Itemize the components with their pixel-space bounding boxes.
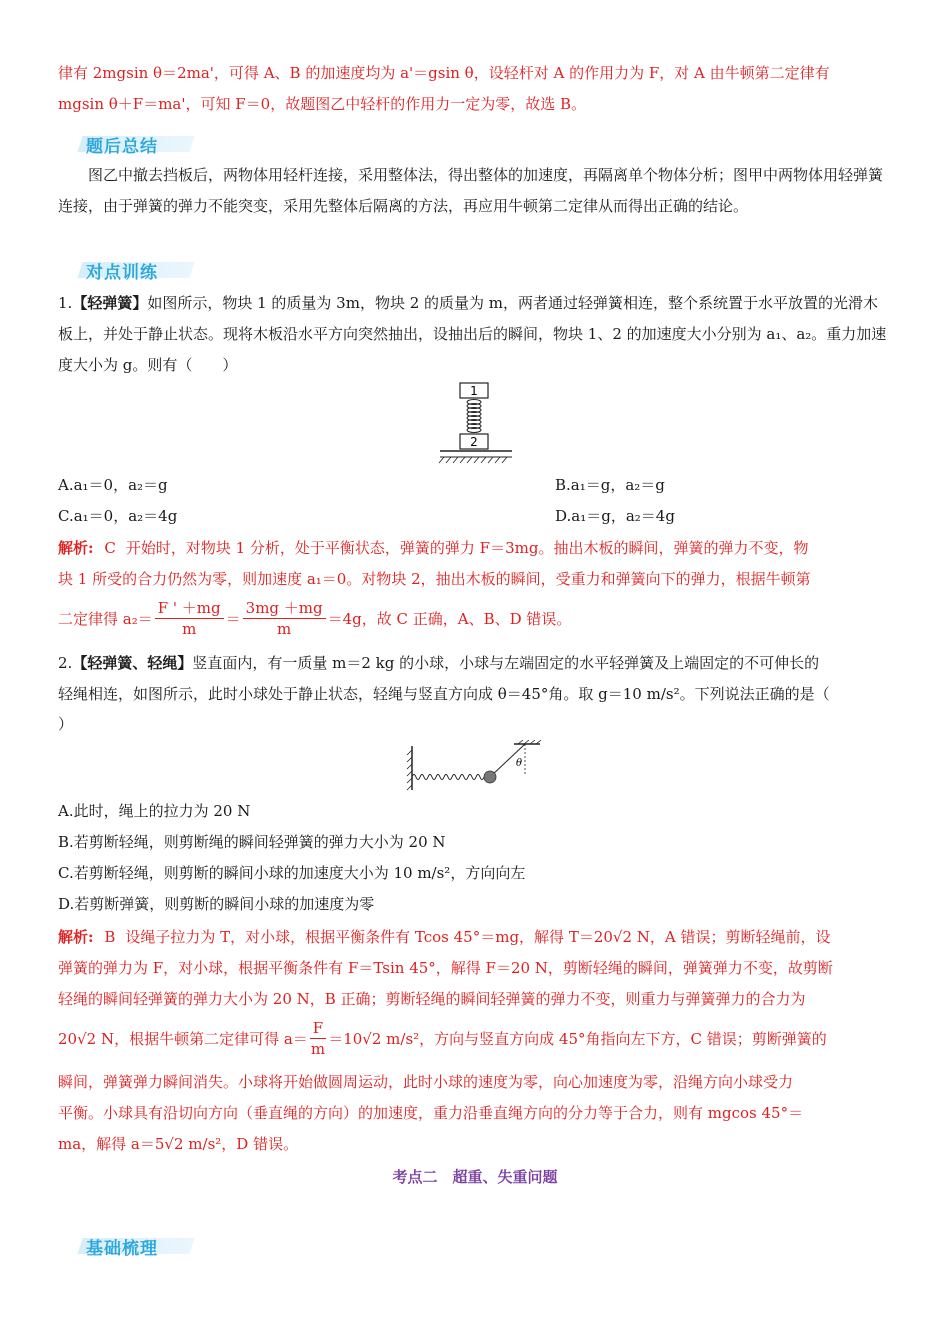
question-text: 如图所示，物块 1 的质量为 3m，物块 2 的质量为 m，两者通过轻弹簧相连，整个系统置于水平放置的光滑木板上，并处于静止状态。现将木板沿水平方向突然抽出，设抽出后的瞬间，物块 1、2 的加速度大小分别为 a₁、a₂。重力加速度大小为 g。则有（ ）: [58, 294, 887, 374]
q1-analysis-line-3: 二定律得 a₂＝ $\frac{F ' +mg}{m}$ ＝ $\frac{3mg +mg}{m}$ ＝4g，故 C 正确，A、B、D 错误。: [58, 598, 572, 638]
fraction-denominator: m: [310, 1039, 326, 1058]
section-header-practice: [80, 258, 192, 282]
spring: [412, 775, 494, 780]
q1-analysis-line-2: 块 1 所受的合力仍然为零，则加速度 a₁＝0。对物块 2，抽出木板的瞬间，受重力和弹簧向下的弹力，根据牛顿第: [58, 570, 811, 588]
summary-paragraph: 图乙中撤去挡板后，两物体用轻杆连接，采用整体法，得出整体的加速度，再隔离单个物体分析；图甲中两物体用轻弹簧连接，由于弹簧的弹力不能突变，采用先整体后隔离的方法，再应用牛顿第二定律从而得出正确的结论。: [58, 166, 884, 215]
question-text: 竖直面内，有一质量 m＝2 kg 的小球，小球与左端固定的水平轻弹簧及上端固定的不可伸长的: [192, 654, 820, 672]
fraction-numerator: F: [310, 1018, 326, 1039]
q2-analysis-line-7: ma，解得 a＝5√2 m/s²，D 错误。: [58, 1135, 299, 1153]
question-2-stem-line-2: 轻绳相连，如图所示，此时小球处于静止状态，轻绳与竖直方向成 θ＝45°角。取 g＝10 m/s²。下列说法正确的是（: [58, 685, 830, 703]
q2-analysis-line-5: 瞬间，弹簧弹力瞬间消失。小球将开始做圆周运动，此时小球的速度为零，向心加速度为零，沿绳方向小球受力: [58, 1073, 794, 1091]
fraction: [310, 1018, 326, 1059]
fraction-numerator: F ' ＋mg: [155, 598, 224, 619]
section-title: 题后总结: [86, 137, 158, 157]
section-title: 基础梳理: [86, 1239, 158, 1259]
analysis-text: ＝10√2 m/s²，方向与竖直方向成 45°角指向左下方，C 错误；剪断弹簧的: [328, 1029, 827, 1048]
theta-label: θ: [516, 758, 523, 769]
q2-analysis-line-6: 平衡。小球具有沿切向方向（垂直绳的方向）的加速度，重力沿垂直绳方向的分力等于合力，则有 mgcos 45°＝: [58, 1104, 804, 1122]
analysis-label: 解析:: [58, 539, 94, 557]
question-2-stem-line-3: ）: [58, 715, 74, 733]
fraction-denominator: m: [182, 619, 197, 638]
q2-analysis-line-4: [58, 1016, 827, 1060]
fraction-2: [243, 598, 326, 639]
analysis-text: ＝4g，故 C 正确，A、B、D 错误。: [327, 609, 572, 628]
q2-analysis-line-1: [58, 926, 831, 947]
spring-rope-ball-figure: [406, 740, 546, 792]
block-2-label: 2: [470, 435, 478, 449]
q2-analysis-line-3: 轻绳的瞬间轻弹簧的弹力大小为 20 N，B 正确；剪断轻绳的瞬间轻弹簧的弹力不变，则重力与弹簧弹力的合力为: [58, 990, 806, 1008]
question-1-stem: [58, 288, 890, 381]
answer-letter: C: [104, 539, 116, 557]
fraction-numerator: 3mg ＋mg: [243, 598, 326, 619]
spring: [467, 400, 481, 433]
q2-analysis-line-2: 弹簧的弹力为 F，对小球，根据平衡条件有 F＝Tsin 45°，解得 F＝20 N，剪断轻绳的瞬间，弹簧弹力不变，故剪断: [58, 959, 833, 977]
option-a[interactable]: A.a₁＝0，a₂＝g: [58, 476, 168, 494]
question-2-stem-line-1: [58, 652, 819, 673]
section-header-summary: [80, 132, 192, 156]
option-b[interactable]: B.a₁＝g，a₂＝g: [555, 476, 665, 494]
option-c[interactable]: C.若剪断轻绳，则剪断的瞬间小球的加速度大小为 10 m/s²，方向向左: [58, 864, 526, 882]
section-title: 对点训练: [86, 263, 158, 283]
q1-analysis-line-1: [58, 537, 808, 558]
analysis-text: 开始时，对物块 1 分析，处于平衡状态，弹簧的弹力 F＝3mg。抽出木板的瞬间，弹簧的弹力不变，物: [125, 539, 809, 557]
topic-heading: 考点二 超重、失重问题: [392, 1168, 558, 1186]
fraction-1: [155, 598, 224, 639]
ball: [484, 771, 496, 783]
analysis-text: 设绳子拉力为 T，对小球，根据平衡条件有 Tcos 45°＝mg，解得 T＝20√2 N，A 错误；剪断轻绳前，设: [125, 928, 831, 946]
fraction-denominator: m: [277, 619, 292, 638]
q1-options-row-2: [58, 505, 890, 529]
spring-blocks-figure: [436, 380, 516, 464]
section-header-basics: [80, 1234, 192, 1258]
option-a[interactable]: A.此时，绳上的拉力为 20 N: [58, 802, 251, 820]
question-number: 2.: [58, 654, 73, 672]
option-c[interactable]: C.a₁＝0，a₂＝4g: [58, 507, 178, 525]
answer-letter: B: [104, 928, 116, 946]
option-b[interactable]: B.若剪断轻绳，则剪断绳的瞬间轻弹簧的弹力大小为 20 N: [58, 833, 446, 851]
question-tag: 【轻弹簧、轻绳】: [72, 654, 193, 672]
analysis-text: 二定律得 a₂＝: [58, 609, 153, 628]
analysis-label: 解析:: [58, 928, 94, 946]
option-d[interactable]: D.a₁＝g，a₂＝4g: [555, 507, 675, 525]
option-d[interactable]: D.若剪断弹簧，则剪断的瞬间小球的加速度为零: [58, 895, 375, 913]
question-tag: 【轻弹簧】: [72, 294, 148, 312]
block-1-label: 1: [470, 384, 478, 398]
answer-continuation-line-2: mgsin θ＋F＝ma'，可知 F＝0，故题图乙中轻杆的作用力一定为零，故选 B。: [58, 95, 586, 113]
analysis-text: 20√2 N，根据牛顿第二定律可得 a＝: [58, 1029, 308, 1048]
answer-continuation-line-1: 律有 2mgsin θ＝2ma'，可得 A、B 的加速度均为 a'＝gsin θ，设轻杆对 A 的作用力为 F，对 A 由牛顿第二定律有: [58, 64, 830, 82]
q1-options-row-1: [58, 474, 890, 498]
question-number: 1.: [58, 294, 73, 312]
ground-hatch: [439, 457, 507, 463]
